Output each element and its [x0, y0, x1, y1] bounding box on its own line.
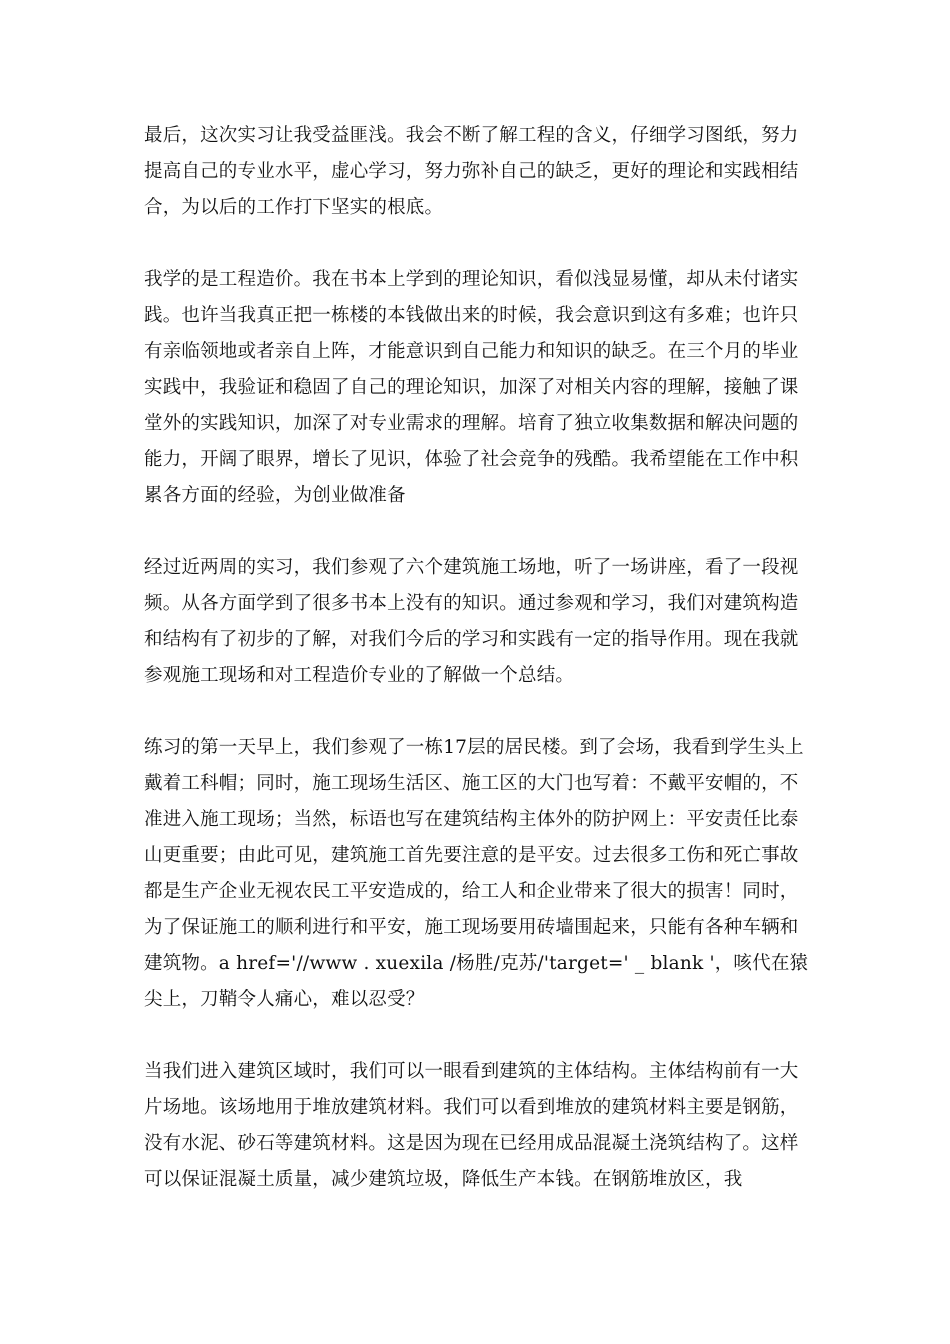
document-body — [144, 118, 812, 1234]
paragraph-building-area: 当我们进入建筑区域时，我们可以一眼看到建筑的主体结构。主体结构前有一大片场地。该场地用于堆放建筑材料。我们可以看到堆放的建筑材料主要是钢筋，没有水泥、砂石等建筑材料。这是因为现在已经用成品混凝土浇筑结构了。这样可以保证混凝土质量，减少建筑垃圾，降低生产本钱。在钢筋堆放区，我 — [144, 1061, 799, 1190]
paragraph-site-visit-summary: 经过近两周的实习，我们参观了六个建筑施工场地，听了一场讲座，看了一段视频。从各方面学到了很多书本上没有的知识。通过参观和学习，我们对建筑构造和结构有了初步的了解，对我们今后的学习和实践有一定的指导作用。现在我就参观施工现场和对工程造价专业的了解做一个总结。 — [144, 557, 799, 686]
paragraph-first-day: 练习的第一天早上，我们参观了一栋17层的居民楼。到了会场，我看到学生头上戴着工科帽；同时，施工现场生活区、施工区的大门也写着：不戴平安帽的，不准进入施工现场；当然，标语也写在建筑结构主体外的防护网上：平安责任比泰山更重要；由此可见，建筑施工首先要注意的是平安。过去很多工伤和死亡事故都是生产企业无视农民工平安造成的，给工人和企业带来了很大的损害！同时，为了保证施工的顺利进行和平安，施工现场要用砖墙围起来，只能有各种车辆和建筑物。a href='//www . xuexila /杨胜/克苏/'target=' _ blank '，咳代在猿尖上，刀鞘令人痛心，难以忍受？ — [144, 737, 809, 1010]
paragraph-conclusion: 最后，这次实习让我受益匪浅。我会不断了解工程的含义，仔细学习图纸，努力提高自己的专业水平，虚心学习，努力弥补自己的缺乏，更好的理论和实践相结合，为以后的工作打下坚实的根底。 — [144, 125, 799, 218]
paragraph-study-reflection: 我学的是工程造价。我在书本上学到的理论知识，看似浅显易懂，却从未付诸实践。也许当我真正把一栋楼的本钱做出来的时候，我会意识到这有多难；也许只有亲临领地或者亲自上阵，才能意识到自己能力和知识的缺乏。在三个月的毕业实践中，我验证和稳固了自己的理论知识，加深了对相关内容的理解，接触了课堂外的实践知识，加深了对专业需求的理解。培育了独立收集数据和解决问题的能力，开阔了眼界，增长了见识，体验了社会竞争的残酷。我希望能在工作中积累各方面的经验，为创业做准备 — [144, 269, 799, 506]
